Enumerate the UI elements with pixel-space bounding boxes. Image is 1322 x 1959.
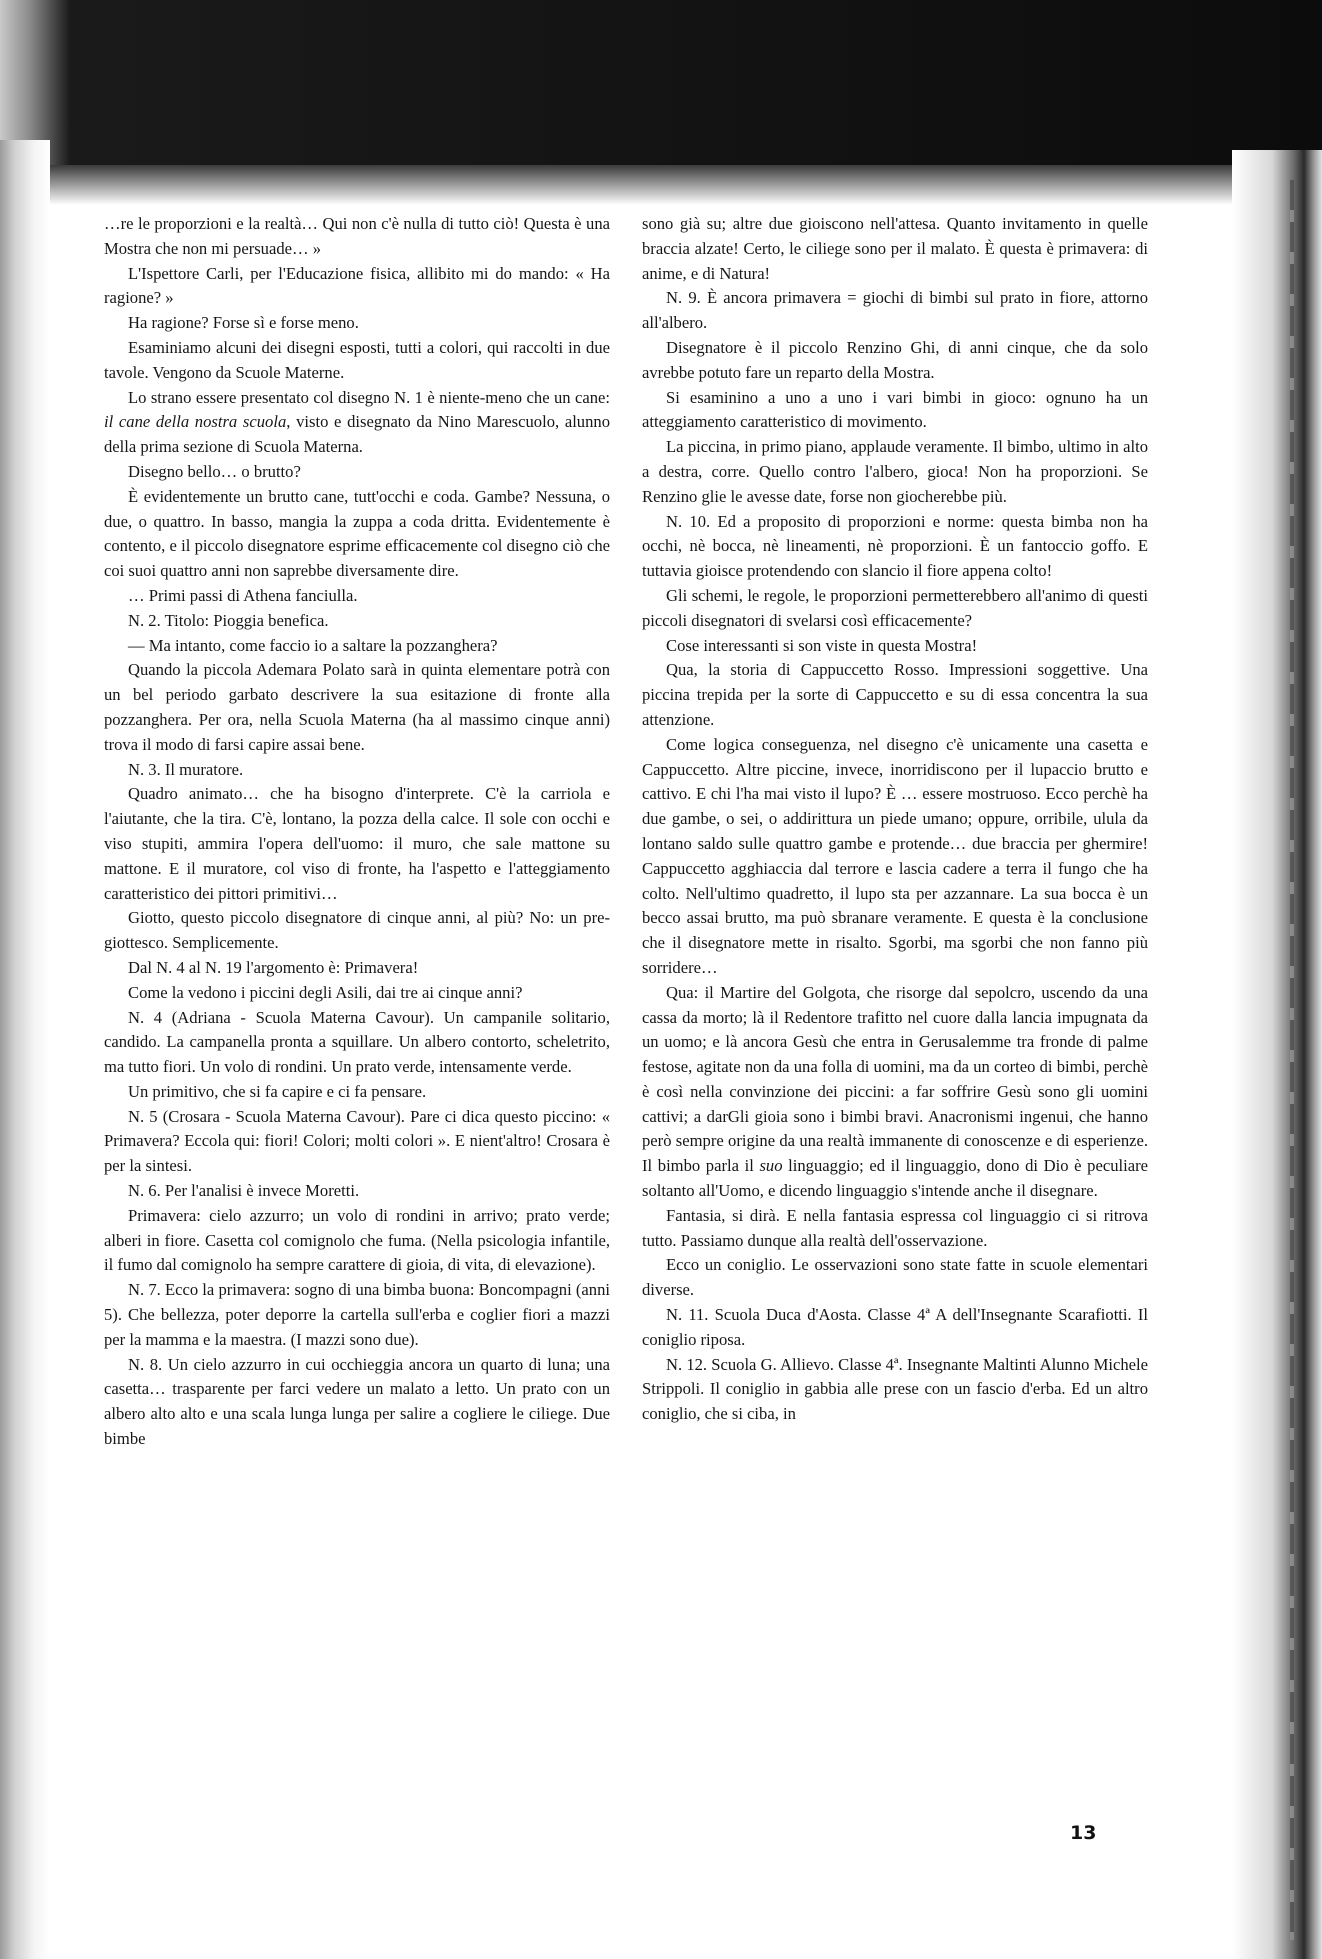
scan-border-left [0,140,50,1959]
paragraph: Qua, la storia di Cappuccetto Rosso. Impressioni soggettive. Una piccina trepida per la sorte di Cappuccetto e su di essa concentra la sua attenzione. [642,660,1148,729]
left-text-column [104,212,610,1452]
paragraph: …re le proporzioni e la realtà… Qui non c'è nulla di tutto ciò! Questa è una Mostra che non mi persuade… » [104,214,610,258]
paragraph: Come la vedono i piccini degli Asili, dai tre ai cinque anni? [128,982,523,1002]
paragraph: La piccina, in primo piano, applaude veramente. Il bimbo, ultimo in alto a destra, corre. Quello contro l'albero, gioca! Non ha proporzioni. Se Renzino glie le avesse date, forse non giocherebbe più. [642,437,1148,506]
paragraph: Primavera: cielo azzurro; un volo di rondini in arrivo; prato verde; alberi in fiore. Casetta col comignolo che fuma. (Nella psicologia infantile, il fumo dal comignolo ha sempre carattere di gioia, di vita, di elevazione). [104,1205,610,1275]
paragraph: — Ma intanto, come faccio io a saltare la pozzanghera? [128,635,498,655]
paragraph: Fantasia, si dirà. E nella fantasia espressa col linguaggio ci si ritrova tutto. Passiamo dunque alla realtà dell'osservazione. [642,1205,1148,1250]
scan-binding-streak [1290,180,1294,1940]
scan-shadow-top [0,165,1322,205]
paragraph: Quando la piccola Ademara Polato sarà in quinta elementare potrà con un bel periodo garbato descrivere la sua esitazione di fronte alla pozzanghera. Per ora, nella Scuola Materna (ha al massimo cinque anni) trova il modo di farsi capire assai bene. [104,660,610,754]
paragraph: N. 12. Scuola G. Allievo. Classe 4ª. Insegnante Maltinti Alunno Michele Strippoli. Il coniglio in gabbia alle prese con un fascio d'erba. Ed un altro coniglio, che si ciba, in [642,1354,1148,1424]
scan-border-right [1232,150,1322,1959]
paragraph: Come logica conseguenza, nel disegno c'è unicamente una casetta e Cappuccetto. Altre piccine, invece, inorridiscono per il lupaccio brutto e cattivo. E chi l'ha mai visto il lupo? È … essere mostruoso. Ecco perchè ha due gambe, o sei, o addirittura un piede umano; oppure, orribile, ulula da lontano saldo sulle quattro gambe e protende… due braccia per ghermire! Cappuccetto agghiaccia dal terrore e lascia cadere a terra il fungo che ha colto. Nell'ultimo quadretto, il lupo sta per azzannare. La sua bocca è un becco assai brutto, ma può sbranare veramente. E questa è la conclusione che il disegnatore mette in risalto. Sgorbi, ma sgorbi che non fanno più sorridere… [642,734,1148,977]
paragraph: L'Ispettore Carli, per l'Educazione fisica, allibito mi do mando: « Ha ragione? » [104,263,610,308]
paragraph: N. 5 (Crosara - Scuola Materna Cavour). Pare ci dica questo piccino: « Primavera? Eccola qui: fiori! Colori; molti colori ». E nient'altro! Crosara è per la sintesi. [104,1106,610,1176]
paragraph: N. 4 (Adriana - Scuola Materna Cavour). Un campanile solitario, candido. La campanella pronta a squillare. Un albero contorto, scheletrito, ma tutto fiori. Un volo di rondini. Un prato verde, intensamente verde. [104,1007,610,1077]
paragraph: N. 7. Ecco la primavera: sogno di una bimba buona: Boncompagni (anni 5). Che bellezza, poter deporre la cartella sull'erba e coglier fiori a mazzi per la mamma e la maestra. (I mazzi sono due). [104,1280,610,1349]
paragraph: Disegno bello… o brutto? [128,461,301,481]
page-number: 13 [1070,1822,1097,1844]
paragraph: Un primitivo, che si fa capire e ci fa pensare. [128,1081,427,1101]
paragraph: N. 6. Per l'analisi è invece Moretti. [128,1181,360,1201]
paragraph: Lo strano essere presentato col disegno N. 1 è niente-meno che un cane: il cane della nostra scuola, visto e disegnato da Nino Marescuolo, alunno della prima sezione di Scuola Materna. [104,387,610,457]
paragraph: Qua: il Martire del Golgota, che risorge dal sepolcro, uscendo da una cassa da morto; là il Redentore trafitto nel cuore dalla lancia impugnata da un uomo; e là ancora Gesù che entra in Gerusalemme tra fronde di palme festose, agitate non da una folla di uomini, ma da un corteo di bimbi, perchè è così nella convinzione dei piccini: a far soffrire Gesù sono gli uomini cattivi; a darGli gioia sono i bimbi bravi. Anacronismi ingenui, che hanno però sempre origine da una realtà immanente di conoscenze e di esperienze. Il bimbo parla il suo linguaggio; ed il linguaggio, dono di Dio è peculiare soltanto all'Uomo, e dicendo linguaggio s'intende anche il disegnare. [642,982,1148,1201]
paragraph: Si esaminino a uno a uno i vari bimbi in gioco: ognuno ha un atteggiamento caratteristico di movimento. [642,387,1148,432]
paragraph: N. 9. È ancora primavera = giochi di bimbi sul prato in fiore, attorno all'albero. [642,288,1148,333]
paragraph: Quadro animato… che ha bisogno d'interprete. C'è la carriola e l'aiutante, che la tira. C'è, lontano, la pozza della calce. Il sole con occhi e viso stupiti, ammira l'opera dell'uomo: il muro, che sale mattone su mattone. E il muratore, col viso di fronte, ha l'aspetto e l'atteggiamento caratteristico dei pittori primitivi… [104,784,610,903]
paragraph: N. 11. Scuola Duca d'Aosta. Classe 4ª A dell'Insegnante Scarafiotti. Il coniglio riposa. [642,1305,1148,1349]
paragraph: Dal N. 4 al N. 19 l'argomento è: Primavera! [128,957,419,977]
paragraph: N. 2. Titolo: Pioggia benefica. [128,610,329,630]
paragraph: Esaminiamo alcuni dei disegni esposti, tutti a colori, qui raccolti in due tavole. Vengono da Scuole Materne. [104,337,610,382]
paragraph: sono già su; altre due gioiscono nell'attesa. Quanto invitamento in quelle braccia alzate! Certo, le ciliege sono per il malato. È questa è primavera: di anime, e di Natura! [642,214,1148,283]
right-text-column [642,212,1148,1427]
paragraph: N. 10. Ed a proposito di proporzioni e norme: questa bimba non ha occhi, nè bocca, nè lineamenti, nè proporzioni. È un fantoccio goffo. E tuttavia gioisce protendendo con slancio il fiore appena colto! [642,511,1148,581]
scan-border-top [0,0,1322,165]
paragraph: È evidentemente un brutto cane, tutt'occhi e coda. Gambe? Nessuna, o due, o quattro. In basso, mangia la zuppa a coda dritta. Evidentemente è contento, e il piccolo disegnatore esprime efficacemente col disegno ciò che coi suoi quattro anni non saprebbe diversamente dire. [104,486,610,581]
paragraph: Gli schemi, le regole, le proporzioni permetterebbero all'animo di questi piccoli disegnatori di svelarsi così efficacemente? [642,585,1148,630]
paragraph: Giotto, questo piccolo disegnatore di cinque anni, al più? No: un pre-giottesco. Semplicemente. [104,908,610,953]
paragraph: Ecco un coniglio. Le osservazioni sono state fatte in scuole elementari diverse. [642,1255,1148,1300]
paragraph: N. 8. Un cielo azzurro in cui occhieggia ancora un quarto di luna; una casetta… trasparente per farci vedere un malato a letto. Un prato con un albero alto alto e una scala lunga lunga per salire a cogliere le ciliege. Due bimbe [104,1354,610,1449]
paragraph: … Primi passi di Athena fanciulla. [128,585,358,605]
paragraph: Cose interessanti si son viste in questa Mostra! [666,635,978,655]
paragraph: Ha ragione? Forse sì e forse meno. [128,313,359,333]
paragraph: N. 3. Il muratore. [128,759,244,779]
paragraph: Disegnatore è il piccolo Renzino Ghi, di anni cinque, che da solo avrebbe potuto fare un reparto della Mostra. [642,337,1148,382]
